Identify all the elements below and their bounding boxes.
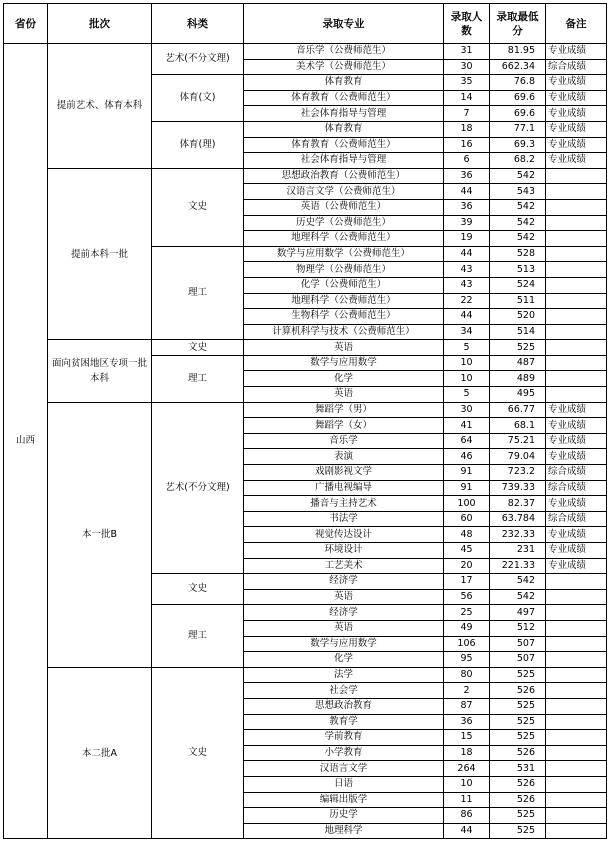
score-cell: 512 bbox=[490, 620, 546, 636]
major-cell: 计算机科学与技术（公费师范生） bbox=[244, 324, 444, 340]
table-row bbox=[4, 168, 607, 184]
note-cell bbox=[546, 262, 607, 278]
note-cell bbox=[546, 184, 607, 200]
major-cell: 体育教育 bbox=[244, 75, 444, 91]
major-cell: 英语 bbox=[244, 620, 444, 636]
category-cell: 理工 bbox=[152, 355, 244, 402]
note-cell bbox=[546, 231, 607, 247]
count-cell: 64 bbox=[444, 433, 490, 449]
note-cell bbox=[546, 371, 607, 387]
count-cell: 44 bbox=[444, 823, 490, 839]
note-cell: 专业成绩 bbox=[546, 153, 607, 169]
category-cell: 理工 bbox=[152, 605, 244, 667]
score-cell: 79.04 bbox=[490, 449, 546, 465]
note-cell bbox=[546, 605, 607, 621]
category-cell: 文史 bbox=[152, 340, 244, 356]
count-cell: 10 bbox=[444, 355, 490, 371]
count-cell: 17 bbox=[444, 574, 490, 590]
score-cell: 542 bbox=[490, 589, 546, 605]
major-cell: 数学与应用数学 bbox=[244, 636, 444, 652]
major-cell: 地理科学（公费师范生） bbox=[244, 231, 444, 247]
count-cell: 87 bbox=[444, 698, 490, 714]
major-cell: 编辑出版学 bbox=[244, 792, 444, 808]
count-cell: 36 bbox=[444, 168, 490, 184]
major-cell: 音乐学 bbox=[244, 433, 444, 449]
note-cell: 专业成绩 bbox=[546, 558, 607, 574]
batch-cell: 提前艺术、体育本科 bbox=[48, 44, 152, 169]
category-cell: 理工 bbox=[152, 246, 244, 340]
score-cell: 531 bbox=[490, 761, 546, 777]
note-cell bbox=[546, 730, 607, 746]
note-cell bbox=[546, 667, 607, 683]
major-cell: 学前教育 bbox=[244, 730, 444, 746]
count-cell: 48 bbox=[444, 527, 490, 543]
note-cell: 综合成绩 bbox=[546, 59, 607, 75]
score-cell: 525 bbox=[490, 730, 546, 746]
score-cell: 662.34 bbox=[490, 59, 546, 75]
note-cell bbox=[546, 745, 607, 761]
major-cell: 体育教育（公费师范生） bbox=[244, 137, 444, 153]
batch-cell: 提前本科一批 bbox=[48, 168, 152, 340]
count-cell: 95 bbox=[444, 652, 490, 668]
count-cell: 20 bbox=[444, 558, 490, 574]
category-cell: 体育(文) bbox=[152, 75, 244, 122]
major-cell: 经济学 bbox=[244, 605, 444, 621]
count-cell: 7 bbox=[444, 106, 490, 122]
note-cell bbox=[546, 246, 607, 262]
note-cell bbox=[546, 761, 607, 777]
major-cell: 思想政治教育 bbox=[244, 698, 444, 714]
score-cell: 487 bbox=[490, 355, 546, 371]
major-cell: 广播电视编导 bbox=[244, 480, 444, 496]
score-cell: 542 bbox=[490, 215, 546, 231]
note-cell: 专业成绩 bbox=[546, 543, 607, 559]
note-cell: 综合成绩 bbox=[546, 480, 607, 496]
header-province: 省份 bbox=[4, 4, 48, 44]
score-cell: 542 bbox=[490, 168, 546, 184]
count-cell: 18 bbox=[444, 121, 490, 137]
note-cell: 综合成绩 bbox=[546, 511, 607, 527]
score-cell: 739.33 bbox=[490, 480, 546, 496]
note-cell: 专业成绩 bbox=[546, 106, 607, 122]
table-body bbox=[4, 44, 607, 839]
header-row bbox=[4, 4, 607, 44]
count-cell: 44 bbox=[444, 184, 490, 200]
score-cell: 231 bbox=[490, 543, 546, 559]
admission-table bbox=[3, 3, 607, 839]
note-cell bbox=[546, 683, 607, 699]
score-cell: 526 bbox=[490, 683, 546, 699]
score-cell: 507 bbox=[490, 636, 546, 652]
header-min-score: 录取最低分 bbox=[490, 4, 546, 44]
major-cell: 英语 bbox=[244, 589, 444, 605]
count-cell: 19 bbox=[444, 231, 490, 247]
count-cell: 31 bbox=[444, 44, 490, 60]
count-cell: 46 bbox=[444, 449, 490, 465]
note-cell bbox=[546, 792, 607, 808]
major-cell: 社会体育指导与管理 bbox=[244, 106, 444, 122]
major-cell: 地理科学 bbox=[244, 823, 444, 839]
note-cell bbox=[546, 620, 607, 636]
note-cell: 专业成绩 bbox=[546, 75, 607, 91]
major-cell: 播音与主持艺术 bbox=[244, 496, 444, 512]
score-cell: 520 bbox=[490, 309, 546, 325]
major-cell: 日语 bbox=[244, 776, 444, 792]
note-cell bbox=[546, 698, 607, 714]
header-count: 录取人数 bbox=[444, 4, 490, 44]
major-cell: 戏剧影视文学 bbox=[244, 465, 444, 481]
major-cell: 音乐学（公费师范生） bbox=[244, 44, 444, 60]
score-cell: 542 bbox=[490, 231, 546, 247]
count-cell: 86 bbox=[444, 808, 490, 824]
score-cell: 525 bbox=[490, 667, 546, 683]
major-cell: 物理学（公费师范生） bbox=[244, 262, 444, 278]
note-cell: 专业成绩 bbox=[546, 418, 607, 434]
batch-cell: 本二批A bbox=[48, 667, 152, 839]
major-cell: 法学 bbox=[244, 667, 444, 683]
count-cell: 16 bbox=[444, 137, 490, 153]
category-cell: 体育(理) bbox=[152, 121, 244, 168]
score-cell: 497 bbox=[490, 605, 546, 621]
note-cell bbox=[546, 324, 607, 340]
score-cell: 66.77 bbox=[490, 402, 546, 418]
count-cell: 10 bbox=[444, 776, 490, 792]
count-cell: 5 bbox=[444, 340, 490, 356]
count-cell: 30 bbox=[444, 402, 490, 418]
note-cell bbox=[546, 776, 607, 792]
score-cell: 528 bbox=[490, 246, 546, 262]
score-cell: 68.2 bbox=[490, 153, 546, 169]
note-cell bbox=[546, 277, 607, 293]
count-cell: 15 bbox=[444, 730, 490, 746]
count-cell: 18 bbox=[444, 745, 490, 761]
note-cell bbox=[546, 714, 607, 730]
note-cell bbox=[546, 652, 607, 668]
header-note: 备注 bbox=[546, 4, 607, 44]
count-cell: 91 bbox=[444, 480, 490, 496]
major-cell: 舞蹈学（男） bbox=[244, 402, 444, 418]
note-cell bbox=[546, 293, 607, 309]
header-batch: 批次 bbox=[48, 4, 152, 44]
count-cell: 35 bbox=[444, 75, 490, 91]
major-cell: 体育教育（公费师范生） bbox=[244, 90, 444, 106]
count-cell: 264 bbox=[444, 761, 490, 777]
major-cell: 地理科学（公费师范生） bbox=[244, 293, 444, 309]
note-cell bbox=[546, 387, 607, 403]
major-cell: 数学与应用数学（公费师范生） bbox=[244, 246, 444, 262]
score-cell: 526 bbox=[490, 745, 546, 761]
major-cell: 历史学 bbox=[244, 808, 444, 824]
count-cell: 22 bbox=[444, 293, 490, 309]
province-cell: 山西 bbox=[4, 44, 48, 839]
score-cell: 542 bbox=[490, 574, 546, 590]
category-cell: 文史 bbox=[152, 168, 244, 246]
count-cell: 43 bbox=[444, 262, 490, 278]
score-cell: 489 bbox=[490, 371, 546, 387]
major-cell: 教育学 bbox=[244, 714, 444, 730]
category-cell: 艺术(不分文理) bbox=[152, 402, 244, 574]
score-cell: 82.37 bbox=[490, 496, 546, 512]
note-cell bbox=[546, 199, 607, 215]
note-cell: 专业成绩 bbox=[546, 527, 607, 543]
count-cell: 45 bbox=[444, 543, 490, 559]
count-cell: 36 bbox=[444, 714, 490, 730]
note-cell bbox=[546, 215, 607, 231]
note-cell: 专业成绩 bbox=[546, 449, 607, 465]
note-cell bbox=[546, 340, 607, 356]
score-cell: 221.33 bbox=[490, 558, 546, 574]
score-cell: 525 bbox=[490, 698, 546, 714]
count-cell: 44 bbox=[444, 246, 490, 262]
score-cell: 524 bbox=[490, 277, 546, 293]
score-cell: 507 bbox=[490, 652, 546, 668]
count-cell: 6 bbox=[444, 153, 490, 169]
major-cell: 社会体育指导与管理 bbox=[244, 153, 444, 169]
count-cell: 56 bbox=[444, 589, 490, 605]
table-row bbox=[4, 402, 607, 418]
major-cell: 美术学（公费师范生） bbox=[244, 59, 444, 75]
note-cell: 综合成绩 bbox=[546, 465, 607, 481]
note-cell: 专业成绩 bbox=[546, 121, 607, 137]
count-cell: 39 bbox=[444, 215, 490, 231]
note-cell: 专业成绩 bbox=[546, 44, 607, 60]
score-cell: 81.95 bbox=[490, 44, 546, 60]
major-cell: 化学（公费师范生） bbox=[244, 277, 444, 293]
score-cell: 525 bbox=[490, 823, 546, 839]
major-cell: 经济学 bbox=[244, 574, 444, 590]
note-cell bbox=[546, 808, 607, 824]
count-cell: 91 bbox=[444, 465, 490, 481]
major-cell: 英语 bbox=[244, 387, 444, 403]
count-cell: 11 bbox=[444, 792, 490, 808]
major-cell: 历史学（公费师范生） bbox=[244, 215, 444, 231]
note-cell: 专业成绩 bbox=[546, 496, 607, 512]
major-cell: 表演 bbox=[244, 449, 444, 465]
score-cell: 511 bbox=[490, 293, 546, 309]
batch-cell: 本一批B bbox=[48, 402, 152, 667]
score-cell: 232.33 bbox=[490, 527, 546, 543]
count-cell: 34 bbox=[444, 324, 490, 340]
note-cell bbox=[546, 823, 607, 839]
count-cell: 5 bbox=[444, 387, 490, 403]
score-cell: 77.1 bbox=[490, 121, 546, 137]
count-cell: 30 bbox=[444, 59, 490, 75]
score-cell: 75.21 bbox=[490, 433, 546, 449]
major-cell: 英语（公费师范生） bbox=[244, 199, 444, 215]
major-cell: 体育教育 bbox=[244, 121, 444, 137]
score-cell: 69.6 bbox=[490, 106, 546, 122]
score-cell: 68.1 bbox=[490, 418, 546, 434]
batch-cell: 面向贫困地区专项一批本科 bbox=[48, 340, 152, 402]
major-cell: 思想政治教育（公费师范生） bbox=[244, 168, 444, 184]
count-cell: 106 bbox=[444, 636, 490, 652]
score-cell: 76.8 bbox=[490, 75, 546, 91]
count-cell: 14 bbox=[444, 90, 490, 106]
score-cell: 495 bbox=[490, 387, 546, 403]
header-category: 科类 bbox=[152, 4, 244, 44]
category-cell: 文史 bbox=[152, 667, 244, 839]
score-cell: 525 bbox=[490, 714, 546, 730]
note-cell: 专业成绩 bbox=[546, 402, 607, 418]
count-cell: 25 bbox=[444, 605, 490, 621]
major-cell: 环境设计 bbox=[244, 543, 444, 559]
score-cell: 723.2 bbox=[490, 465, 546, 481]
major-cell: 生物科学（公费师范生） bbox=[244, 309, 444, 325]
major-cell: 小学教育 bbox=[244, 745, 444, 761]
major-cell: 汉语言文学（公费师范生） bbox=[244, 184, 444, 200]
note-cell: 专业成绩 bbox=[546, 90, 607, 106]
major-cell: 数学与应用数学 bbox=[244, 355, 444, 371]
major-cell: 视觉传达设计 bbox=[244, 527, 444, 543]
category-cell: 文史 bbox=[152, 574, 244, 605]
note-cell bbox=[546, 574, 607, 590]
table-row bbox=[4, 340, 607, 356]
score-cell: 526 bbox=[490, 792, 546, 808]
score-cell: 69.6 bbox=[490, 90, 546, 106]
major-cell: 舞蹈学（女） bbox=[244, 418, 444, 434]
table-row bbox=[4, 667, 607, 683]
score-cell: 525 bbox=[490, 340, 546, 356]
score-cell: 542 bbox=[490, 199, 546, 215]
score-cell: 543 bbox=[490, 184, 546, 200]
count-cell: 80 bbox=[444, 667, 490, 683]
count-cell: 10 bbox=[444, 371, 490, 387]
major-cell: 社会学 bbox=[244, 683, 444, 699]
note-cell bbox=[546, 168, 607, 184]
header-major: 录取专业 bbox=[244, 4, 444, 44]
score-cell: 525 bbox=[490, 808, 546, 824]
score-cell: 63.784 bbox=[490, 511, 546, 527]
count-cell: 36 bbox=[444, 199, 490, 215]
count-cell: 44 bbox=[444, 309, 490, 325]
count-cell: 43 bbox=[444, 277, 490, 293]
note-cell bbox=[546, 309, 607, 325]
score-cell: 513 bbox=[490, 262, 546, 278]
score-cell: 526 bbox=[490, 776, 546, 792]
major-cell: 汉语言文学 bbox=[244, 761, 444, 777]
note-cell bbox=[546, 636, 607, 652]
count-cell: 49 bbox=[444, 620, 490, 636]
major-cell: 英语 bbox=[244, 340, 444, 356]
note-cell: 专业成绩 bbox=[546, 433, 607, 449]
major-cell: 化学 bbox=[244, 371, 444, 387]
score-cell: 69.3 bbox=[490, 137, 546, 153]
major-cell: 书法学 bbox=[244, 511, 444, 527]
count-cell: 2 bbox=[444, 683, 490, 699]
count-cell: 60 bbox=[444, 511, 490, 527]
category-cell: 艺术(不分文理) bbox=[152, 44, 244, 75]
table-row bbox=[4, 44, 607, 60]
count-cell: 41 bbox=[444, 418, 490, 434]
major-cell: 工艺美术 bbox=[244, 558, 444, 574]
count-cell: 100 bbox=[444, 496, 490, 512]
major-cell: 化学 bbox=[244, 652, 444, 668]
note-cell: 专业成绩 bbox=[546, 137, 607, 153]
note-cell bbox=[546, 355, 607, 371]
note-cell bbox=[546, 589, 607, 605]
score-cell: 514 bbox=[490, 324, 546, 340]
